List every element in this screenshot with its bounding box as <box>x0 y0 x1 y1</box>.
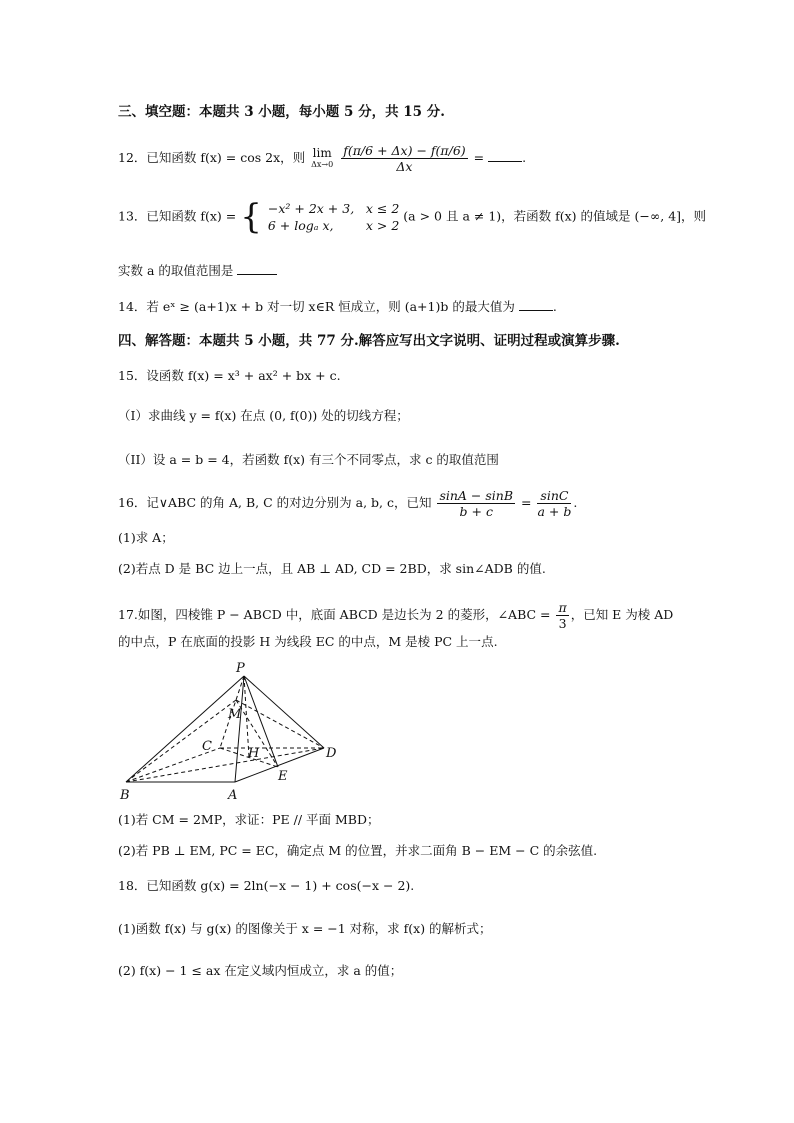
answer-blank-13[interactable] <box>237 262 277 275</box>
q12-fraction: $\frac{f(\pi/6 + \Delta x) - f(\pi/6)}{\Delta x}$ <box>343 143 466 174</box>
question-18-part-1: (1)函数 f(x) 与 g(x) 的图像关于 x = −1 对称，求 f(x) 的解析式； <box>118 921 492 936</box>
edge-PB <box>126 676 244 782</box>
question-13-line2: 实数 a 的取值范围是 <box>118 262 277 279</box>
question-16-part-1: (1)求 A； <box>118 530 174 545</box>
question-15: 15．设函数 f(x) = x³ + ax² + bx + c. <box>118 368 341 383</box>
label-P: P <box>236 661 245 676</box>
q13-piecewise: −x² + 2x + 3, x ≤ 2 6 + logₐ x, x > 2 <box>267 201 400 233</box>
question-14: 14．若 eˣ ≥ (a+1)x + b 对一切 x∈R 恒成立，则 (a+1)b 的最大值为 . <box>118 299 557 314</box>
q16-fraction-left: $\frac{\sin A - \sin B}{b + c}$ <box>439 488 514 519</box>
label-B: B <box>120 788 130 803</box>
question-17-part-1: (1)若 CM = 2MP，求证：PE // 平面 MBD； <box>118 812 380 827</box>
edge-MD <box>236 700 324 748</box>
label-A: A <box>228 788 238 803</box>
edge-MB <box>126 700 236 782</box>
q16-fraction-right: $\frac{\sin C}{a + b}$ <box>537 488 572 519</box>
label-C: C <box>202 739 212 754</box>
question-12: 12．已知函数 f(x) = cos 2x，则 lim Δx→0 $\frac{f(\pi/6 + \Delta x) - f(\pi/6)}{\Delta x}$ = . <box>118 143 527 174</box>
q12-text: 12．已知函数 f(x) = cos 2x，则 <box>118 150 306 165</box>
q13-condition: (a > 0 且 a ≠ 1)，若函数 f(x) 的值域是 (−∞, 4]，则 <box>403 208 707 224</box>
question-15-part-2: （II）设 a = b = 4，若函数 f(x) 有三个不同零点，求 c 的取值范围 <box>118 452 499 467</box>
question-17: 17.如图，四棱锥 P − ABCD 中，底面 ABCD 是边长为 2 的菱形，∠ABC = $\frac{\pi}{3}$ ，已知 E 为棱 AD <box>118 600 674 631</box>
answer-blank-14[interactable] <box>519 298 553 311</box>
brace-symbol: { <box>240 197 262 237</box>
edge-PA <box>235 676 244 782</box>
q12-limit: lim Δx→0 <box>311 145 334 169</box>
question-15-part-1: （I）求曲线 y = f(x) 在点 (0, f(0)) 处的切线方程； <box>118 408 409 423</box>
q13-text: 13．已知函数 f(x) = <box>118 208 237 224</box>
label-E: E <box>278 769 288 784</box>
answer-blank-12[interactable] <box>488 149 522 162</box>
question-13 <box>118 197 707 237</box>
pyramid-figure <box>110 656 350 806</box>
question-16: 16．记∨ABC 的角 A, B, C 的对边分别为 a, b, c，已知 $\frac{\sin A - \sin B}{b + c}$ = $\frac{\sin C}{a + b}$ . <box>118 488 578 519</box>
label-M: M <box>228 707 242 722</box>
edge-BD <box>126 748 324 782</box>
q17-angle-fraction: $\frac{\pi}{3}$ <box>558 600 567 631</box>
edge-PD <box>244 676 324 748</box>
question-17-line2: 的中点，P 在底面的投影 H 为线段 EC 的中点，M 是棱 PC 上一点. <box>118 634 498 649</box>
question-18-part-2: (2) f(x) − 1 ≤ ax 在定义域内恒成立，求 a 的值； <box>118 963 403 978</box>
label-D: D <box>326 746 337 761</box>
section-4-title: 四、解答题：本题共 5 小题，共 77 分.解答应写出文字说明、证明过程或演算步骤. <box>118 333 620 349</box>
question-17-part-2: (2)若 PB ⊥ EM, PC = EC，确定点 M 的位置，并求二面角 B − EM − C 的余弦值. <box>118 843 598 858</box>
section-3-title: 三、填空题：本题共 3 小题，每小题 5 分，共 15 分. <box>118 104 445 120</box>
question-16-part-2: (2)若点 D 是 BC 边上一点，且 AB ⊥ AD, CD = 2BD，求 sin∠ADB 的值. <box>118 561 546 576</box>
question-18: 18．已知函数 g(x) = 2ln(−x − 1) + cos(−x − 2). <box>118 878 415 893</box>
label-H: H <box>248 746 260 761</box>
